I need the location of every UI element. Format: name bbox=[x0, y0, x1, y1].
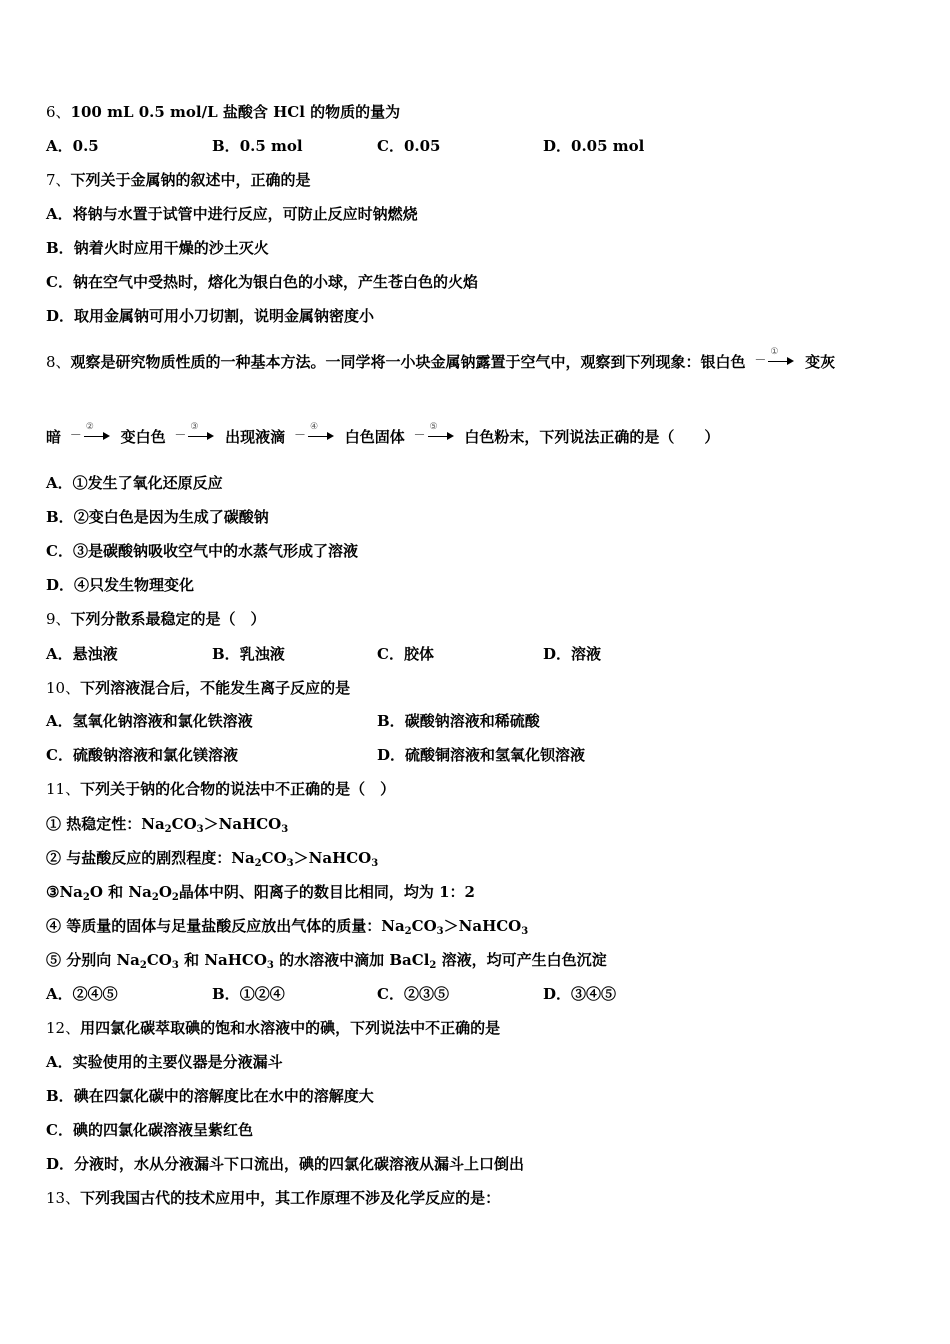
q8-line1-tail: 变灰 bbox=[805, 353, 836, 371]
q6-stem bbox=[46, 102, 400, 122]
q7-stem bbox=[46, 170, 311, 190]
q11-option-b[interactable]: B．①②④ bbox=[212, 985, 285, 1003]
q12-option-d[interactable]: D．分液时，水从分液漏斗下口流出，碘的四氯化碳溶液从漏斗上口倒出 bbox=[46, 1155, 525, 1173]
q8-state-4: 白色固体 bbox=[344, 428, 405, 446]
q6-option-a[interactable]: A．0.5 bbox=[46, 137, 99, 155]
reaction-arrow-1: － ① bbox=[754, 353, 796, 373]
q9-stem bbox=[46, 609, 266, 629]
q9-option-d[interactable]: D．溶液 bbox=[543, 645, 602, 663]
q11-statement-1: ① 热稳定性：$Na_2CO_3>NaHCO_3$ bbox=[46, 815, 289, 835]
q11-option-a[interactable]: A．②④⑤ bbox=[46, 985, 118, 1003]
q7-number: 7、 bbox=[46, 171, 71, 189]
q13-number: 13、 bbox=[46, 1189, 81, 1207]
q10-option-a[interactable]: A．氢氧化钠溶液和氯化铁溶液 bbox=[46, 712, 253, 730]
q6-option-b[interactable]: B．0.5 mol bbox=[212, 137, 303, 155]
q11-number: 11、 bbox=[46, 780, 81, 798]
q7-option-c[interactable]: C．钠在空气中受热时，熔化为银白色的小球，产生苍白色的火焰 bbox=[46, 273, 478, 291]
q8-state-1: 暗 bbox=[46, 428, 62, 446]
q11-stem bbox=[46, 779, 395, 799]
q10-number: 10、 bbox=[46, 679, 81, 697]
reaction-arrow-2: － ② bbox=[70, 428, 112, 448]
q11-statement-2: ② 与盐酸反应的剧烈程度：$Na_2CO_3>NaHCO_3$ bbox=[46, 849, 379, 869]
reaction-arrow-4: － ④ bbox=[294, 428, 336, 448]
q10-option-c[interactable]: C．硫酸钠溶液和氯化镁溶液 bbox=[46, 746, 238, 764]
q9-option-b[interactable]: B．乳浊液 bbox=[212, 645, 285, 663]
q8-text: 观察是研究物质性质的一种基本方法。一同学将一小块金属钠露置于空气中，观察到下列现象：银白色 bbox=[70, 353, 746, 371]
q12-number: 12、 bbox=[46, 1019, 81, 1037]
q6-option-c[interactable]: C．0.05 bbox=[377, 137, 441, 155]
q8-state-3: 出现液滴 bbox=[225, 428, 286, 446]
reaction-arrow-5: － ⑤ bbox=[414, 428, 456, 448]
q12-option-a[interactable]: A．实验使用的主要仪器是分液漏斗 bbox=[46, 1053, 283, 1071]
q12-stem bbox=[46, 1018, 500, 1038]
q6-option-d[interactable]: D．0.05 mol bbox=[543, 137, 645, 155]
q8-state-2: 变白色 bbox=[120, 428, 166, 446]
q8-option-d[interactable]: D．④只发生物理变化 bbox=[46, 576, 195, 594]
q6-number: 6、 bbox=[46, 103, 71, 121]
q11-option-d[interactable]: D．③④⑤ bbox=[543, 985, 617, 1003]
q11-option-c[interactable]: C．②③⑤ bbox=[377, 985, 449, 1003]
q7-option-b[interactable]: B．钠着火时应用干燥的沙土灭火 bbox=[46, 239, 269, 257]
q9-number: 9、 bbox=[46, 610, 71, 628]
q8-option-a[interactable]: A．①发生了氧化还原反应 bbox=[46, 474, 223, 492]
q9-option-c[interactable]: C．胶体 bbox=[377, 645, 434, 663]
q8-number: 8、 bbox=[46, 353, 71, 371]
q8-stem-line1 bbox=[46, 347, 836, 373]
q8-option-c[interactable]: C．③是碳酸钠吸收空气中的水蒸气形成了溶液 bbox=[46, 542, 358, 560]
q10-text: 下列溶液混合后，不能发生离子反应的是 bbox=[80, 679, 351, 697]
q8-stem-line2 bbox=[46, 422, 720, 448]
q8-state-5: 白色粉末，下列说法正确的是（ ） bbox=[464, 428, 720, 446]
q7-option-a[interactable]: A．将钠与水置于试管中进行反应，可防止反应时钠燃烧 bbox=[46, 205, 418, 223]
q13-stem bbox=[46, 1188, 500, 1208]
q11-text: 下列关于钠的化合物的说法中不正确的是（ ） bbox=[80, 780, 396, 798]
q11-statement-4: ④ 等质量的固体与足量盐酸反应放出气体的质量：$Na_2CO_3>NaHCO_3$ bbox=[46, 917, 529, 937]
q10-option-d[interactable]: D．硫酸铜溶液和氢氧化钡溶液 bbox=[377, 746, 586, 764]
q12-text: 用四氯化碳萃取碘的饱和水溶液中的碘，下列说法中不正确的是 bbox=[80, 1019, 501, 1037]
q12-option-c[interactable]: C．碘的四氯化碳溶液呈紫红色 bbox=[46, 1121, 253, 1139]
q10-stem bbox=[46, 678, 350, 698]
q9-text: 下列分散系最稳定的是（ ） bbox=[70, 610, 266, 628]
q9-option-a[interactable]: A．悬浊液 bbox=[46, 645, 118, 663]
q13-text: 下列我国古代的技术应用中，其工作原理不涉及化学反应的是： bbox=[80, 1189, 501, 1207]
q7-option-d[interactable]: D．取用金属钠可用小刀切割，说明金属钠密度小 bbox=[46, 307, 375, 325]
q12-option-b[interactable]: B．碘在四氯化碳中的溶解度比在水中的溶解度大 bbox=[46, 1087, 374, 1105]
q11-statement-3: $③Na_2O$ 和 $Na_2O_2$晶体中阴、阳离子的数目比相同，均为 1：2 bbox=[46, 883, 475, 903]
q11-statement-5: ⑤ 分别向 $Na_2CO_3$ 和 NaHCO$_3$ 的水溶液中滴加 BaCl$_2$ 溶液，均可产生白色沉淀 bbox=[46, 951, 607, 971]
q7-text: 下列关于金属钠的叙述中，正确的是 bbox=[70, 171, 311, 189]
q10-option-b[interactable]: B．碳酸钠溶液和稀硫酸 bbox=[377, 712, 540, 730]
q6-text: 100 mL 0.5 mol/L 盐酸含 HCl 的物质的量为 bbox=[70, 103, 401, 121]
reaction-arrow-3: － ③ bbox=[174, 428, 216, 448]
q8-option-b[interactable]: B．②变白色是因为生成了碳酸钠 bbox=[46, 508, 269, 526]
